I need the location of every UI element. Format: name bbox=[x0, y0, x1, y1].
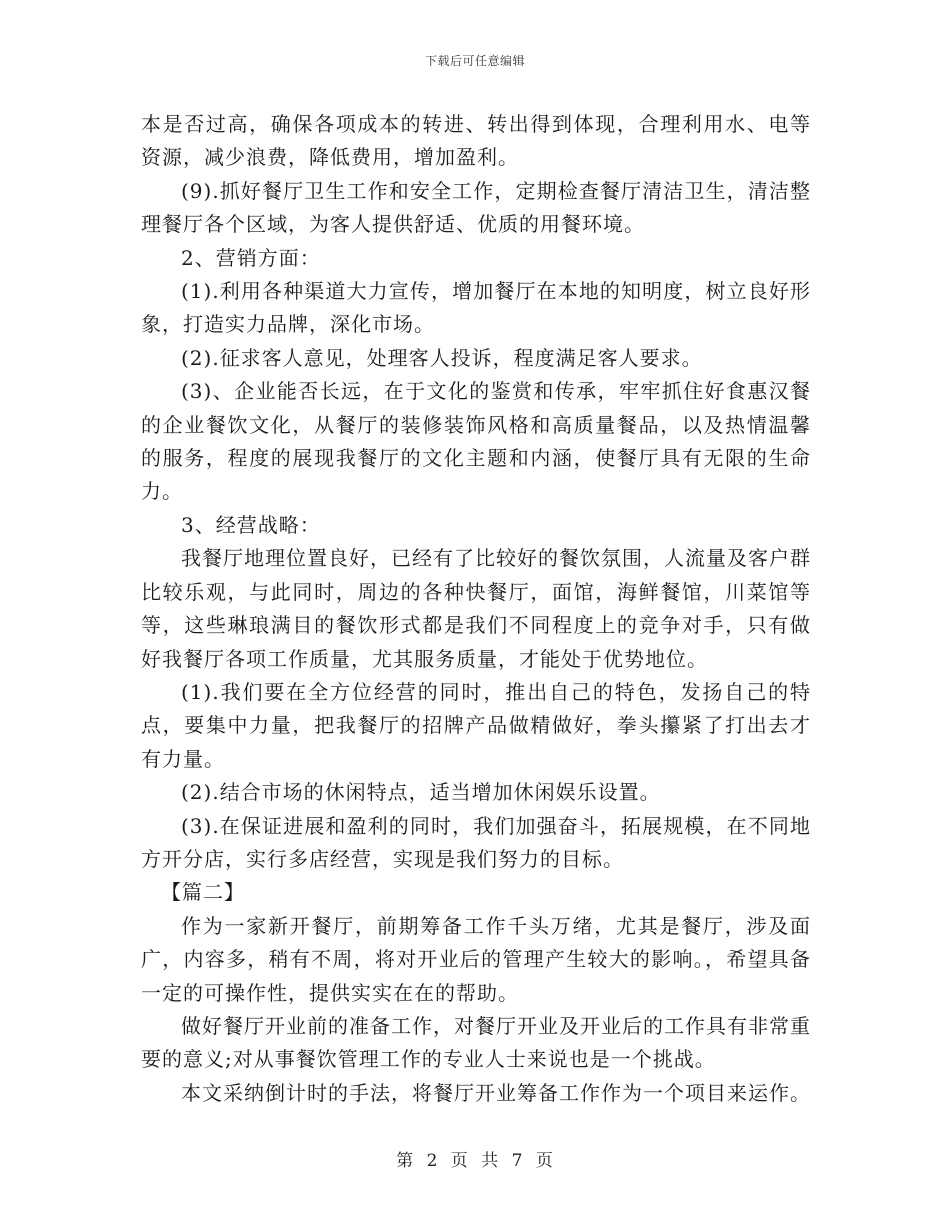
section-heading: 3、经营战略： bbox=[181, 512, 321, 537]
paragraph: 做好餐厅开业前的准备工作，对餐厅开业及开业后的工作具有非常重要的意义;对从事餐饮管理工作的专业人士来说也是一个挑战。 bbox=[141, 1013, 811, 1072]
part-heading: 【篇二】 bbox=[161, 880, 245, 905]
paragraph: 我餐厅地理位置良好，已经有了比较好的餐饮氛围，人流量及客户群比较乐观，与此同时，周边的各种快餐厅，面馆，海鲜餐馆，川菜馆等等，这些琳琅满目的餐饮形式都是我们不同程度上的竞争对手，只有做好我餐厅各项工作质量，尤其服务质量，才能处于优势地位。 bbox=[141, 546, 811, 671]
section-heading: 2、营销方面： bbox=[181, 245, 321, 270]
paragraph: (9).抓好餐厅卫生工作和安全工作，定期检查餐厅清洁卫生，清洁整理餐厅各个区域，为客人提供舒适、优质的用餐环境。 bbox=[141, 178, 811, 237]
paragraph: (1).利用各种渠道大力宣传，增加餐厅在本地的知明度，树立良好形象，打造实力品牌，深化市场。 bbox=[141, 279, 811, 337]
page-header: 下载后可任意编辑 bbox=[424, 54, 525, 68]
page-number-footer: 第 2 页 共 7 页 bbox=[396, 1151, 554, 1171]
paragraph: 作为一家新开餐厅，前期筹备工作千头万绪，尤其是餐厅，涉及面广，内容多，稍有不周，将对开业后的管理产生较大的影响。，希望具备一定的可操作性，提供实实在在的帮助。 bbox=[141, 913, 811, 1005]
paragraph: (3)、企业能否长远，在于文化的鉴赏和传承，牢牢抓住好食惠汉餐的企业餐饮文化，从餐厅的装修装饰风格和高质量餐品，以及热情温馨的服务，程度的展现我餐厅的文化主题和内涵，使餐厅具有无限的生命力。 bbox=[141, 379, 811, 504]
paragraph: 本是否过高，确保各项成本的转进、转出得到体现，合理利用水、电等资源，减少浪费，降低费用，增加盈利。 bbox=[141, 112, 811, 170]
document-body bbox=[141, 108, 811, 1110]
paragraph: 本文采纳倒计时的手法，将餐厅开业筹备工作作为一个项目来运作。 bbox=[181, 1080, 811, 1105]
paragraph: (3).在保证进展和盈利的同时，我们加强奋斗，拓展规模，在不同地方开分店，实行多店经营，实现是我们努力的目标。 bbox=[141, 813, 811, 871]
paragraph: (1).我们要在全方位经营的同时，推出自己的特色，发扬自己的特点，要集中力量，把我餐厅的招牌产品做精做好，拳头攥紧了打出去才有力量。 bbox=[141, 679, 811, 771]
paragraph: (2).结合市场的休闲特点，适当增加休闲娱乐设置。 bbox=[181, 780, 661, 805]
paragraph: (2).征求客人意见，处理客人投诉，程度满足客人要求。 bbox=[181, 345, 703, 370]
